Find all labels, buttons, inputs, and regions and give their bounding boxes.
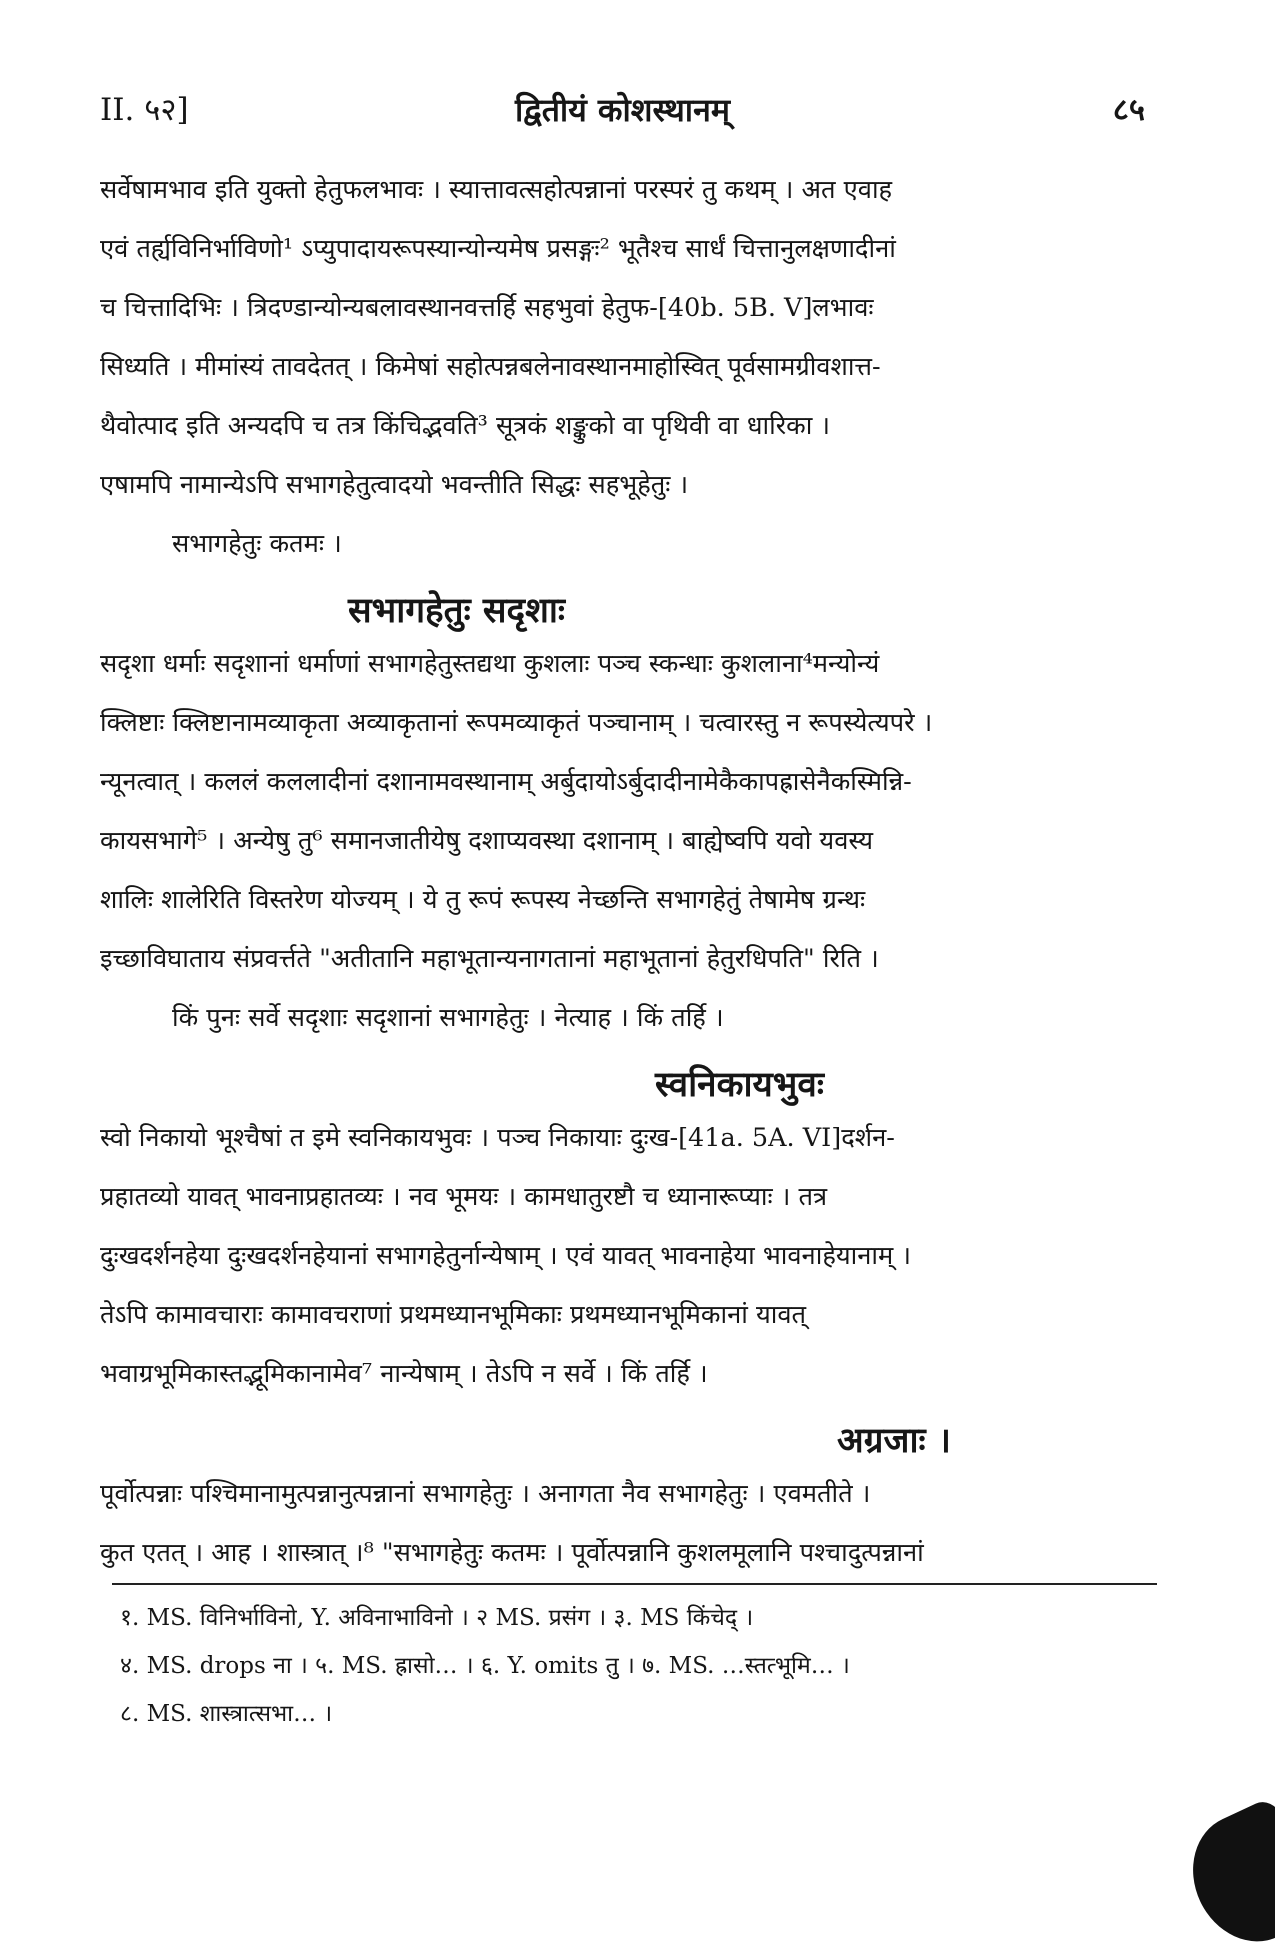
scan-corner-smudge (1173, 1796, 1275, 1960)
footnote-line: १. MS. विनिर्भाविनो, Y. अविनाभाविनो । २ MS. प्रसंग । ३. MS किंचेद् । (120, 1605, 754, 1631)
text-line: दुःखदर्शनहेया दुःखदर्शनहेयानां सभागहेतुर्नान्येषाम् । एवं यावत् भावनाहेया भावनाहेयानाम् । (100, 1241, 912, 1271)
text-line: पूर्वोत्पन्नाः पश्चिमानामुत्पन्नानुत्पन्नानां सभागहेतुः । अनागता नैव सभागहेतुः । एवमतीते । (100, 1479, 871, 1509)
text-line: स्वो निकायो भूश्चैषां त इमे स्वनिकायभुवः । पञ्च निकायाः दुःख-[41a. 5A. VI]दर्शन- (100, 1123, 895, 1153)
text-line: कायसभागे⁵ । अन्येषु तु⁶ समानजातीयेषु दशाप्यवस्था दशानाम् । बाह्येष्वपि यवो यवस्य (100, 826, 874, 856)
text-line: च चित्तादिभिः । त्रिदण्डान्योन्यबलावस्थानवत्तर्हि सहभुवां हेतुफ-[40b. 5B. V]लभावः (100, 293, 874, 323)
main-text (100, 170, 1148, 1592)
footnotes (120, 1601, 1160, 1745)
text-line: क्लिष्टाः क्लिष्टानामव्याकृता अव्याकृतानां रूपमव्याकृतं पञ्चानाम् । चत्वारस्तु न रूपस्येत्यपरे । (100, 708, 933, 738)
text-line: इच्छाविघाताय संप्रवर्त्तते "अतीतानि महाभूतान्यनागतानां महाभूतानां हेतुरधिपति" रिति । (100, 944, 879, 974)
header-section-ref: II. ५२] (100, 92, 189, 128)
text-line: न्यूनत्वात् । कललं कललादीनां दशानामवस्थानाम् अर्बुदायोऽर्बुदादीनामेकैकापह्रासेनैकस्मिन्नि- (100, 767, 912, 797)
text-line: तेऽपि कामावचाराः कामावचराणां प्रथमध्यानभूमिकाः प्रथमध्यानभूमिकानां यावत् (100, 1300, 807, 1330)
text-line: सदृशा धर्माः सदृशानां धर्माणां सभागहेतुस्तद्यथा कुशलाः पञ्च स्कन्धाः कुशलाना⁴मन्योन्यं (100, 649, 880, 679)
footnote-line: ८. MS. शास्त्रात्सभा… । (120, 1701, 333, 1727)
footnote-line: ४. MS. drops ना । ५. MS. ह्रासो… । ६. Y. omits तु । ७. MS. …स्तत्भूमि… । (120, 1653, 850, 1679)
verse-heading: अग्रजाः । (837, 1420, 952, 1461)
text-line: एवं तर्ह्यविनिर्भाविणो¹ ऽप्युपादायरूपस्यान्योन्यमेष प्रसङ्गः² भूतैश्च सार्धं चित्तानुलक्षणादीनां (100, 234, 896, 264)
page-number: ८५ (1112, 92, 1145, 128)
verse-heading: सभागहेतुः सदृशाः (348, 590, 566, 631)
verse-heading: स्वनिकायभुवः (655, 1064, 824, 1105)
text-line: सभागहेतुः कतमः । (172, 529, 342, 559)
header-title: द्वितीयं कोशस्थानम् (515, 91, 730, 129)
footnote-divider (112, 1583, 1157, 1585)
running-header (100, 88, 1145, 138)
text-line: सर्वेषामभाव इति युक्तो हेतुफलभावः । स्यात्तावत्सहोत्पन्नानां परस्परं तु कथम् । अत एवाह (100, 175, 893, 205)
text-line: एषामपि नामान्येऽपि सभागहेतुत्वादयो भवन्तीति सिद्धः सहभूहेतुः । (100, 470, 689, 500)
text-line: प्रहातव्यो यावत् भावनाप्रहातव्यः । नव भूमयः । कामधातुरष्टौ च ध्यानारूप्याः । तत्र (100, 1182, 828, 1212)
text-line: कुत एतत् । आह । शास्त्रात् ।⁸ "सभागहेतुः कतमः । पूर्वोत्पन्नानि कुशलमूलानि पश्चादुत्पन्नानां (100, 1538, 924, 1568)
text-line: भवाग्रभूमिकास्तद्भूमिकानामेव⁷ नान्येषाम् । तेऽपि न सर्वे । किं तर्हि । (100, 1359, 708, 1389)
text-line: किं पुनः सर्वे सदृशाः सदृशानां सभागहेतुः । नेत्याह । किं तर्हि । (172, 1003, 724, 1033)
text-line: शालिः शालेरिति विस्तरेण योज्यम् । ये तु रूपं रूपस्य नेच्छन्ति सभागहेतुं तेषामेष ग्रन्थः (100, 885, 866, 915)
text-line: थैवोत्पाद इति अन्यदपि च तत्र किंचिद्भवति³ सूत्रकं शङ्कुको वा पृथिवी वा धारिका । (100, 411, 831, 441)
text-line: सिध्यति । मीमांस्यं तावदेतत् । किमेषां सहोत्पन्नबलेनावस्थानमाहोस्वित् पूर्वसामग्रीवशात्त- (100, 352, 881, 382)
